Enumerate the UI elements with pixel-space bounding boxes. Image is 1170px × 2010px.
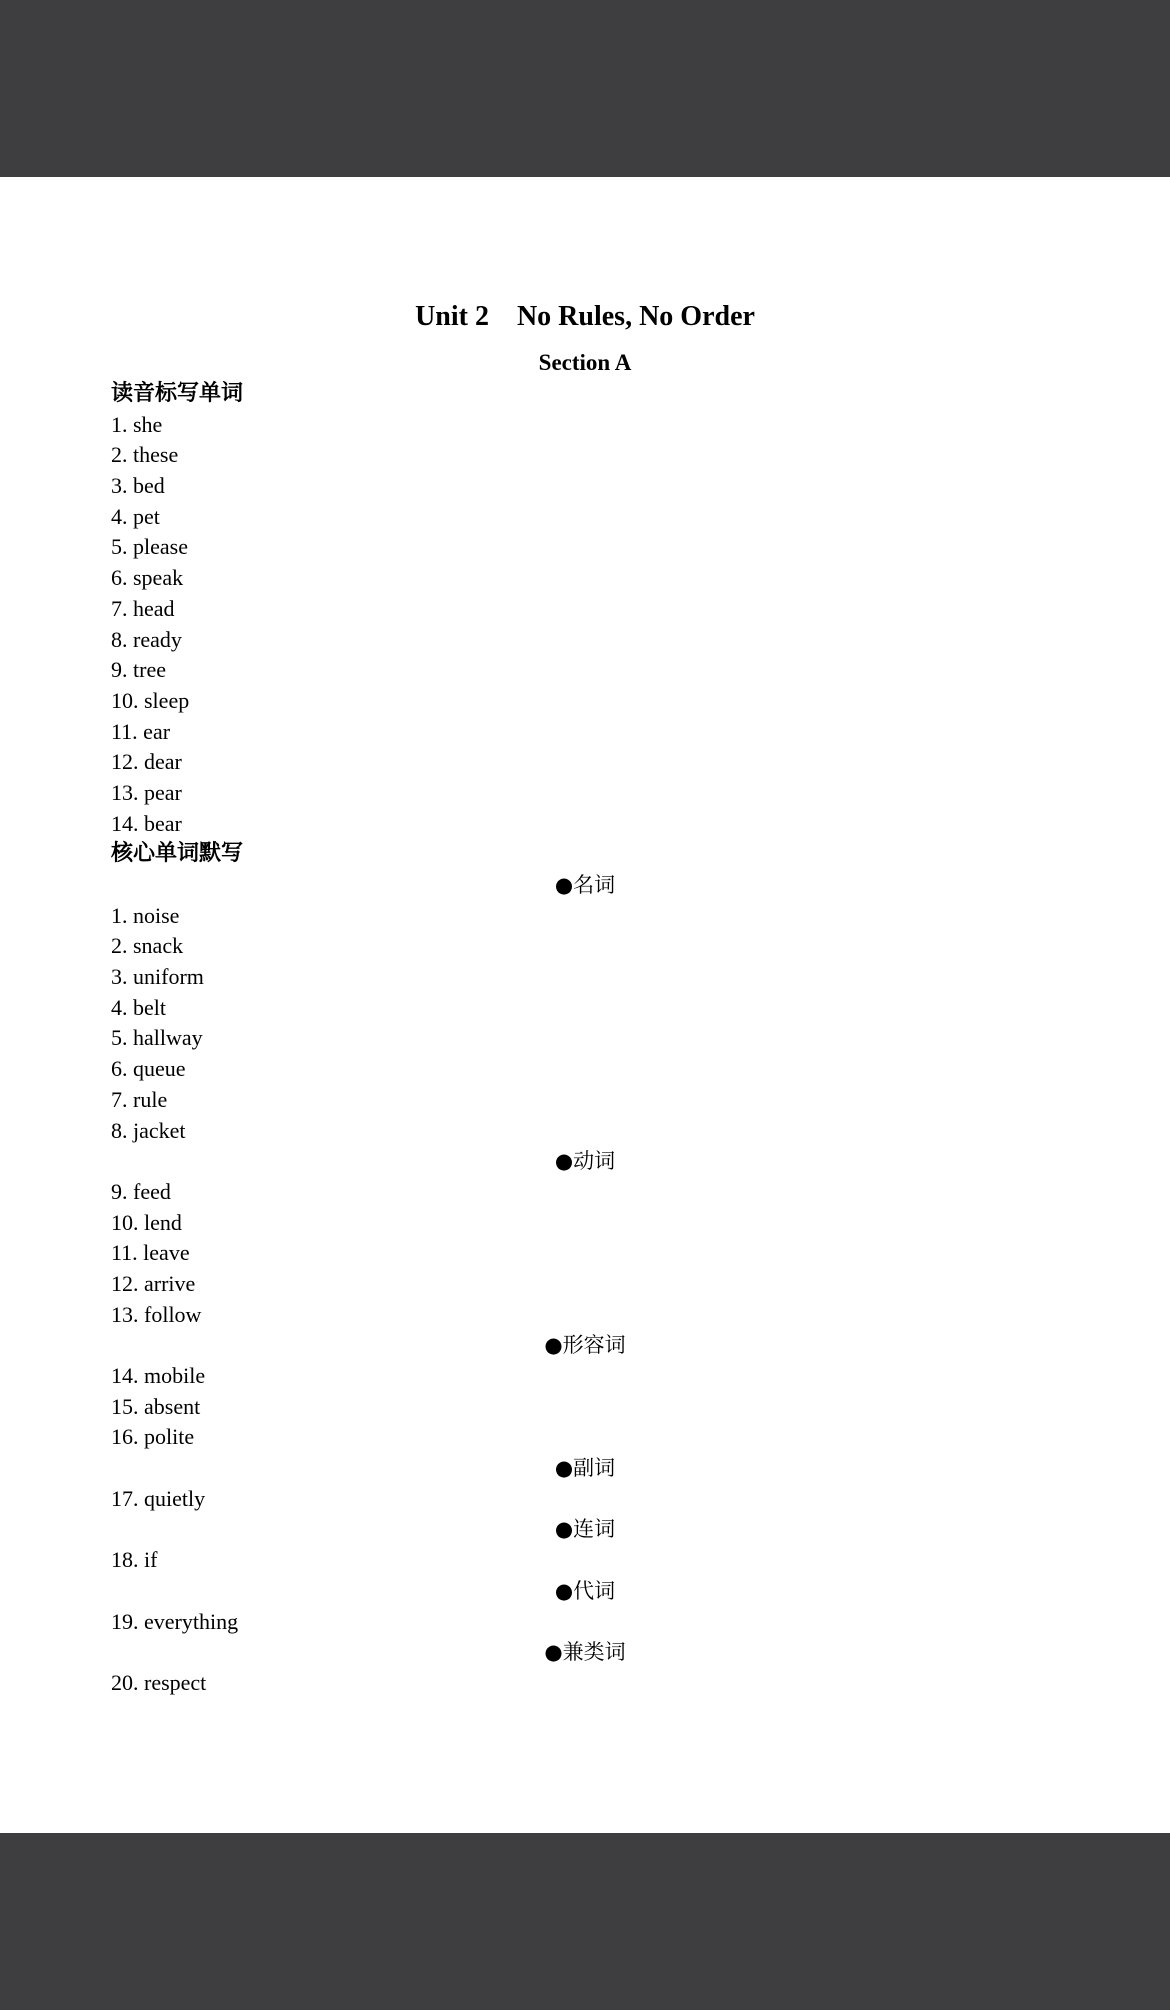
list-item: 17. quietly <box>111 1485 206 1511</box>
list-item: 14. bear <box>111 810 182 836</box>
list-item: 11. leave <box>111 1240 190 1266</box>
list-item: 1. she <box>111 411 163 437</box>
list-item: 19. everything <box>111 1608 239 1634</box>
list-item: 6. speak <box>111 565 184 591</box>
list-item: 3. bed <box>111 473 165 499</box>
list-item: 1. noise <box>111 902 180 928</box>
part1-heading: 读音标写单词 <box>111 381 244 406</box>
adverb-category-label: ●副词 <box>554 1456 616 1481</box>
list-item: 8. jacket <box>111 1117 186 1143</box>
list-item: 6. queue <box>111 1056 186 1082</box>
list-item: 13. follow <box>111 1301 202 1327</box>
multi-class-category-label: ●兼类词 <box>544 1640 626 1665</box>
document-page <box>0 177 1170 1833</box>
list-item: 10. sleep <box>111 687 190 713</box>
section-title: Section A <box>538 350 632 375</box>
list-item: 7. rule <box>111 1086 168 1112</box>
list-item: 20. respect <box>111 1669 207 1695</box>
list-item: 12. dear <box>111 749 182 775</box>
list-item: 8. ready <box>111 626 182 652</box>
list-item: 11. ear <box>111 718 171 744</box>
list-item: 18. if <box>111 1547 158 1573</box>
list-item: 4. belt <box>111 994 166 1020</box>
adjective-category-label: ●形容词 <box>544 1333 626 1358</box>
list-item: 15. absent <box>111 1393 201 1419</box>
list-item: 9. tree <box>111 657 166 683</box>
list-item: 12. arrive <box>111 1270 196 1296</box>
noun-category-label: ●名词 <box>554 873 616 897</box>
list-item: 2. snack <box>111 933 184 959</box>
conjunction-category-label: ●连词 <box>554 1517 616 1542</box>
page-title: Unit 2 No Rules, No Order <box>415 301 755 332</box>
list-item: 14. mobile <box>111 1363 206 1388</box>
list-item: 10. lend <box>111 1209 182 1235</box>
list-item: 2. these <box>111 442 179 468</box>
list-item: 5. hallway <box>111 1025 203 1051</box>
list-item: 9. feed <box>111 1178 171 1204</box>
part2-heading: 核心单词默写 <box>111 841 244 867</box>
list-item: 5. please <box>111 534 188 560</box>
pronoun-category-label: ●代词 <box>554 1578 616 1603</box>
page-content <box>111 379 1111 1699</box>
list-item: 3. uniform <box>111 964 204 990</box>
list-item: 7. head <box>111 595 175 621</box>
verb-category-label: ●动词 <box>554 1149 616 1174</box>
list-item: 4. pet <box>111 503 160 529</box>
list-item: 13. pear <box>111 779 182 805</box>
list-item: 16. polite <box>111 1424 195 1450</box>
